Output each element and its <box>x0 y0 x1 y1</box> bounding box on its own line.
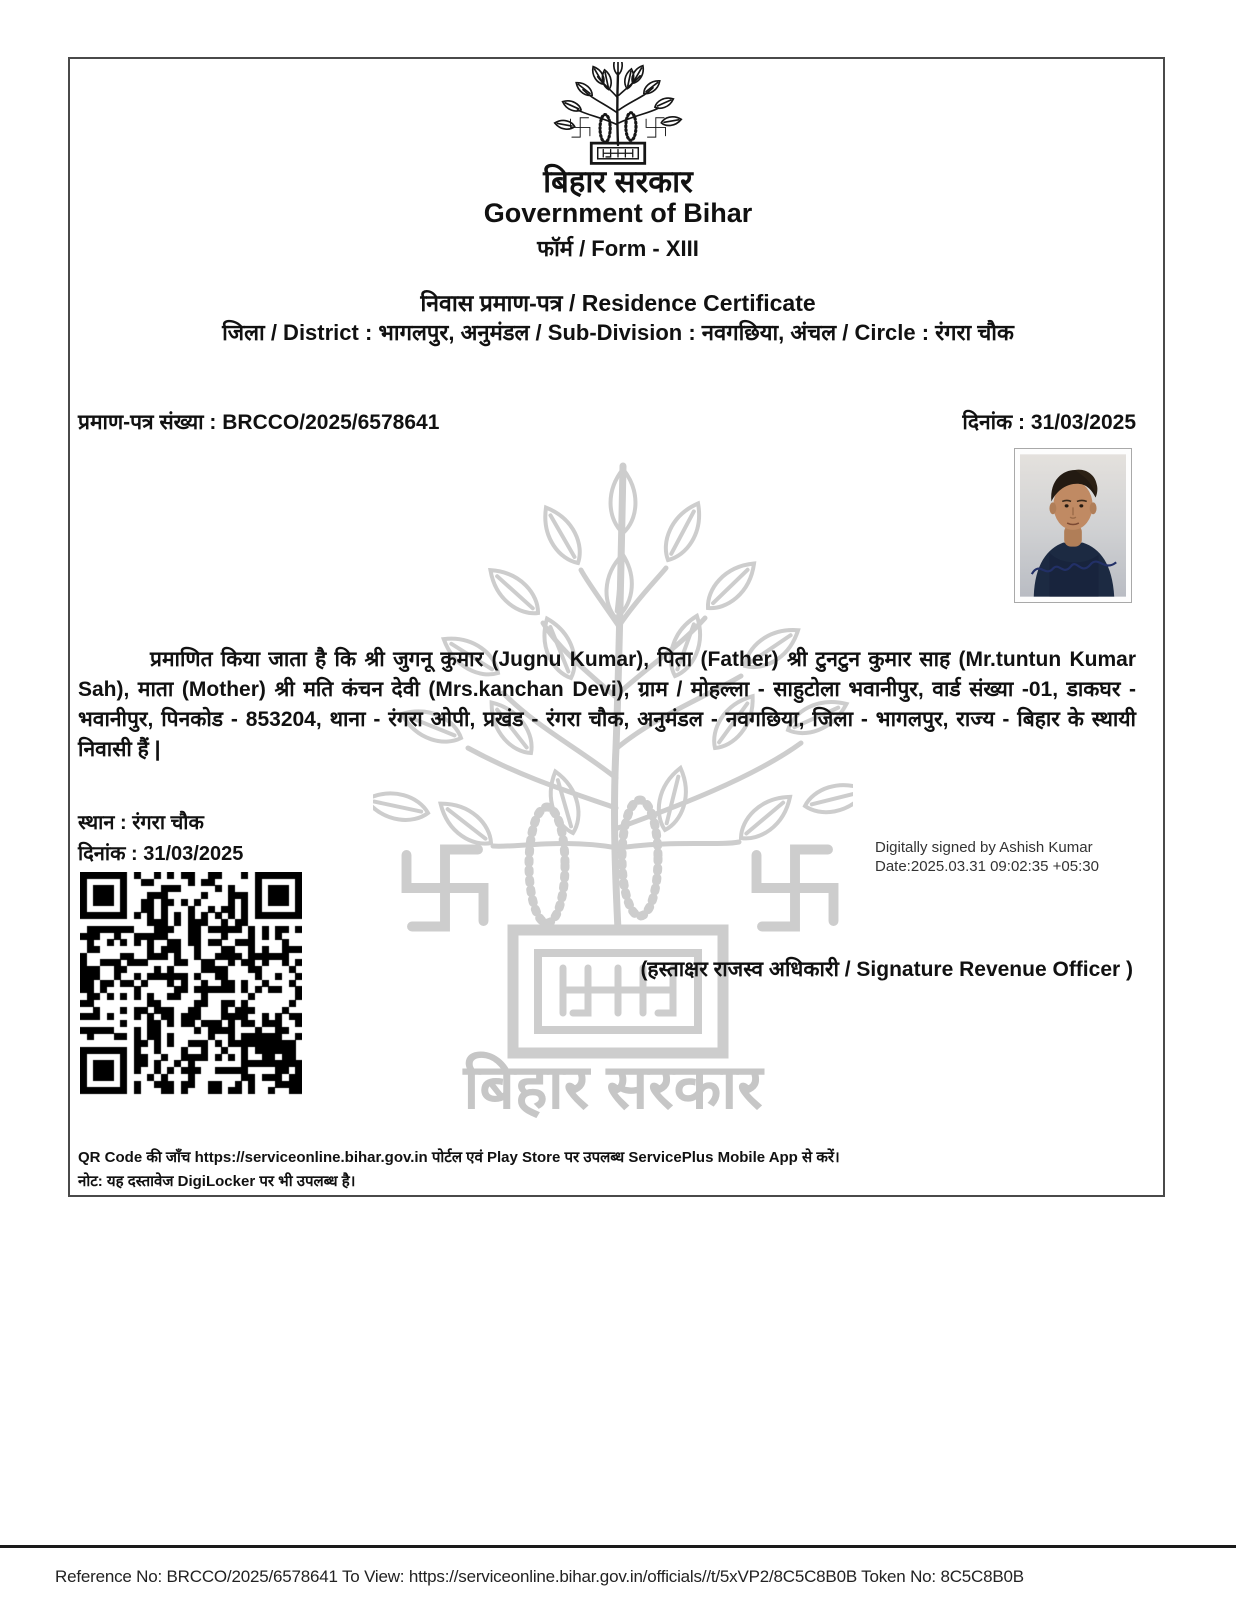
certificate-body-paragraph: प्रमाणित किया जाता है कि श्री जुगनू कुमार (Jugnu Kumar), पिता (Father) श्री टुनटुन कुमार साह (Mr.tuntun Kumar Sah), माता (Mother) श्री मति कंचन देवी (Mrs.kanchan Devi), ग्राम / मोहल्ला - साहुटोला भवानीपुर, वार्ड संख्या -01, डाकघर - भवानीपुर, पिनकोड - 853204, थाना - रंगरा ओपी, प्रखंड - रंगरा चौक, अनुमंडल - नवगछिया, जिला - भागलपुर, राज्य - बिहार के स्थायी निवासी हैं | <box>78 648 1136 761</box>
date-label: दिनांक : <box>962 411 1031 434</box>
revenue-officer-signature-label: (हस्ताक्षर राजस्व अधिकारी / Signature Revenue Officer ) <box>640 958 1133 981</box>
district-subdivision-circle-line: जिला / District : भागलपुर, अनुमंडल / Sub-Division : नवगछिया, अंचल / Circle : रंगरा चौक <box>222 320 1014 345</box>
certificate-date-line <box>962 408 1136 436</box>
certificate-title: निवास प्रमाण-पत्र / Residence Certificate <box>420 290 816 316</box>
issue-place: स्थान : रंगरा चौक <box>78 812 204 834</box>
date-value: 31/03/2025 <box>1030 411 1136 434</box>
certificate-number-value: BRCCO/2025/6578641 <box>222 411 440 434</box>
digital-signature-line1: Digitally signed by Ashish Kumar <box>875 839 1093 856</box>
footer-divider <box>0 1545 1236 1548</box>
digilocker-note: नोट: यह दस्तावेज DigiLocker पर भी उपलब्ध है। <box>78 1173 356 1190</box>
applicant-photo <box>1014 448 1132 603</box>
watermark-text: बिहार सरकार <box>463 1053 763 1120</box>
digital-signature-line2: Date:2025.03.31 09:02:35 +05:30 <box>875 858 1099 875</box>
certificate-number-label: प्रमाण-पत्र संख्या : <box>78 411 223 434</box>
org-name-english: Government of Bihar <box>483 198 753 228</box>
issue-date: दिनांक : 31/03/2025 <box>78 843 244 865</box>
qr-code <box>80 872 302 1098</box>
footer-notes <box>78 1146 840 1194</box>
qr-verification-note: QR Code की जाँच https://serviceonline.bihar.gov.in पोर्टल एवं Play Store पर उपलब्ध ServicePlus Mobile App से करें। <box>78 1149 840 1166</box>
reference-line: Reference No: BRCCO/2025/6578641 To View: https://serviceonline.bihar.gov.in/officials//t/5xVP2/8C5C8B0B Token No: 8C5C8B0B <box>55 1567 1024 1586</box>
form-number: फॉर्म / Form - XIII <box>537 236 699 261</box>
org-name-hindi: बिहार सरकार <box>543 164 693 199</box>
bihar-government-emblem-icon <box>543 62 693 168</box>
digital-signature-block <box>875 838 1099 876</box>
